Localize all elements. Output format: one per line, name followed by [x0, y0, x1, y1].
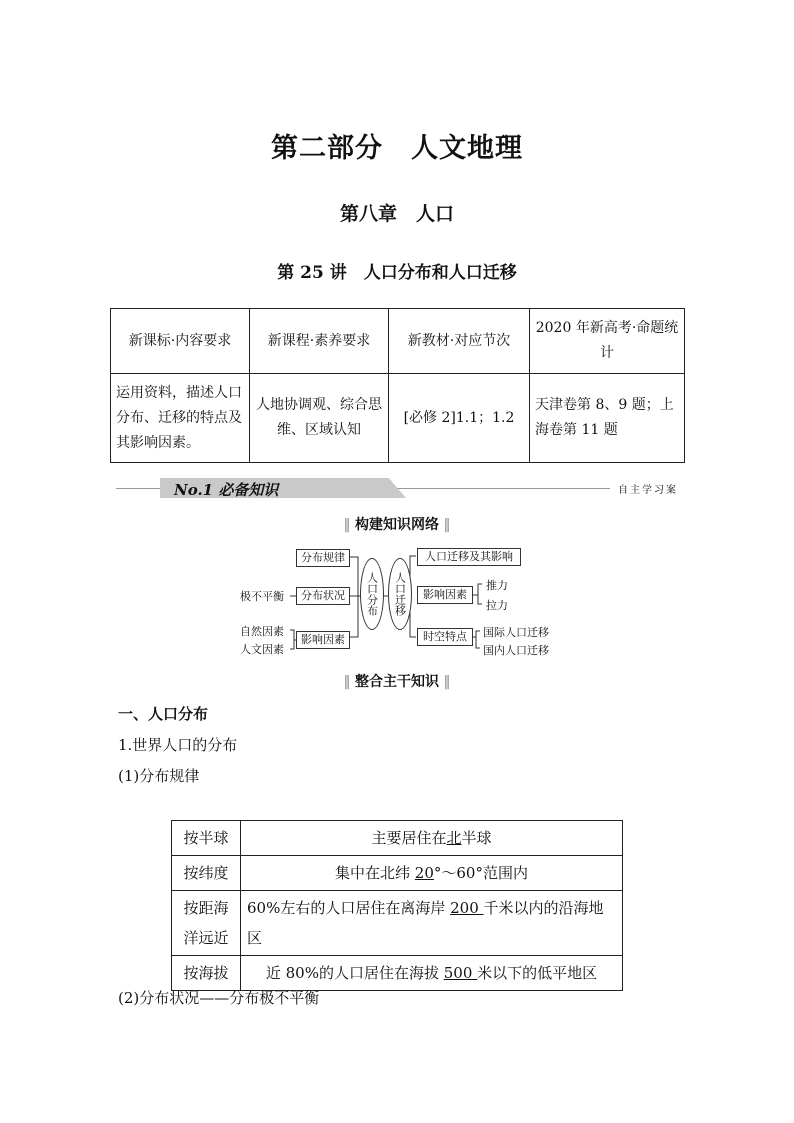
table-row — [172, 891, 623, 956]
knowledge-mindmap — [236, 540, 566, 662]
table-cell: 人地协调观、综合思维、区域认知 — [250, 374, 389, 463]
mindmap-note: 国内人口迁移 — [483, 644, 549, 657]
fill-blank: 500 — [443, 964, 478, 982]
mindmap-box: 分布状况 — [296, 587, 350, 605]
table-row — [111, 374, 685, 463]
table-cell: 天津卷第 8、9 题；上海卷第 11 题 — [530, 374, 685, 463]
heading-population-distribution: 一、人口分布 — [118, 705, 209, 723]
fill-blank: 200 — [450, 899, 484, 917]
mindmap-box: 时空特点 — [417, 628, 473, 646]
mindmap-note: 拉力 — [486, 599, 508, 612]
table-row — [172, 956, 623, 991]
table-cell: 运用资料，描述人口分布、迁移的特点及其影响因素。 — [111, 374, 250, 463]
chapter-title: 第八章 人口 — [339, 203, 454, 225]
row-value: 主要居住在北半球 — [241, 821, 623, 856]
row-key: 按距海洋远近 — [172, 891, 241, 956]
table-row — [172, 821, 623, 856]
mindmap-note: 自然因素 — [240, 625, 284, 638]
section-heading-integrate: ‖ 整合主干知识 ‖ — [343, 674, 451, 690]
row-value: 60%左右的人口居住在离海岸 200 千米以内的沿海地区 — [241, 891, 623, 956]
mindmap-note: 国际人口迁移 — [483, 626, 549, 639]
fill-blank: 20 — [414, 864, 434, 882]
row-value: 集中在北纬 20°～60°范围内 — [241, 856, 623, 891]
section-banner — [116, 478, 678, 498]
mindmap-box: 影响因素 — [296, 631, 350, 649]
banner-right-label: 自主学习案 — [610, 481, 678, 496]
mindmap-note: 人文因素 — [240, 643, 284, 656]
part-title: 第二部分 人文地理 — [271, 133, 523, 164]
mindmap-box: 分布规律 — [296, 549, 350, 567]
banner-label: No.1 必备知识 — [174, 481, 279, 499]
requirements-table — [110, 308, 685, 463]
mindmap-note: 推力 — [486, 579, 508, 592]
row-value: 近 80%的人口居住在海拔 500 米以下的低平地区 — [241, 956, 623, 991]
row-key: 按海拔 — [172, 956, 241, 991]
subheading-world-distribution: 1.世界人口的分布 — [118, 736, 238, 754]
fill-blank: 北 — [446, 829, 462, 847]
mindmap-note: 极不平衡 — [240, 590, 284, 603]
mindmap-oval: 人口迁移 — [388, 558, 412, 630]
subheading-status: (2)分布状况——分布极不平衡 — [118, 989, 320, 1007]
distribution-table — [171, 820, 623, 991]
header-cell: 新教材·对应节次 — [389, 309, 530, 374]
subheading-pattern: (1)分布规律 — [118, 767, 200, 785]
mindmap-box: 影响因素 — [417, 586, 473, 604]
section-heading-network: ‖ 构建知识网络 ‖ — [343, 517, 451, 533]
table-header-row — [111, 309, 685, 374]
mindmap-box: 人口迁移及其影响 — [417, 548, 521, 566]
row-key: 按纬度 — [172, 856, 241, 891]
header-cell: 2020 年新高考·命题统计 — [530, 309, 685, 374]
table-row — [172, 856, 623, 891]
table-cell: [必修 2]1.1；1.2 — [389, 374, 530, 463]
header-cell: 新课标·内容要求 — [111, 309, 250, 374]
lecture-title: 第 25 讲 人口分布和人口迁移 — [277, 263, 517, 283]
row-key: 按半球 — [172, 821, 241, 856]
header-cell: 新课程·素养要求 — [250, 309, 389, 374]
mindmap-oval: 人口分布 — [360, 558, 384, 630]
